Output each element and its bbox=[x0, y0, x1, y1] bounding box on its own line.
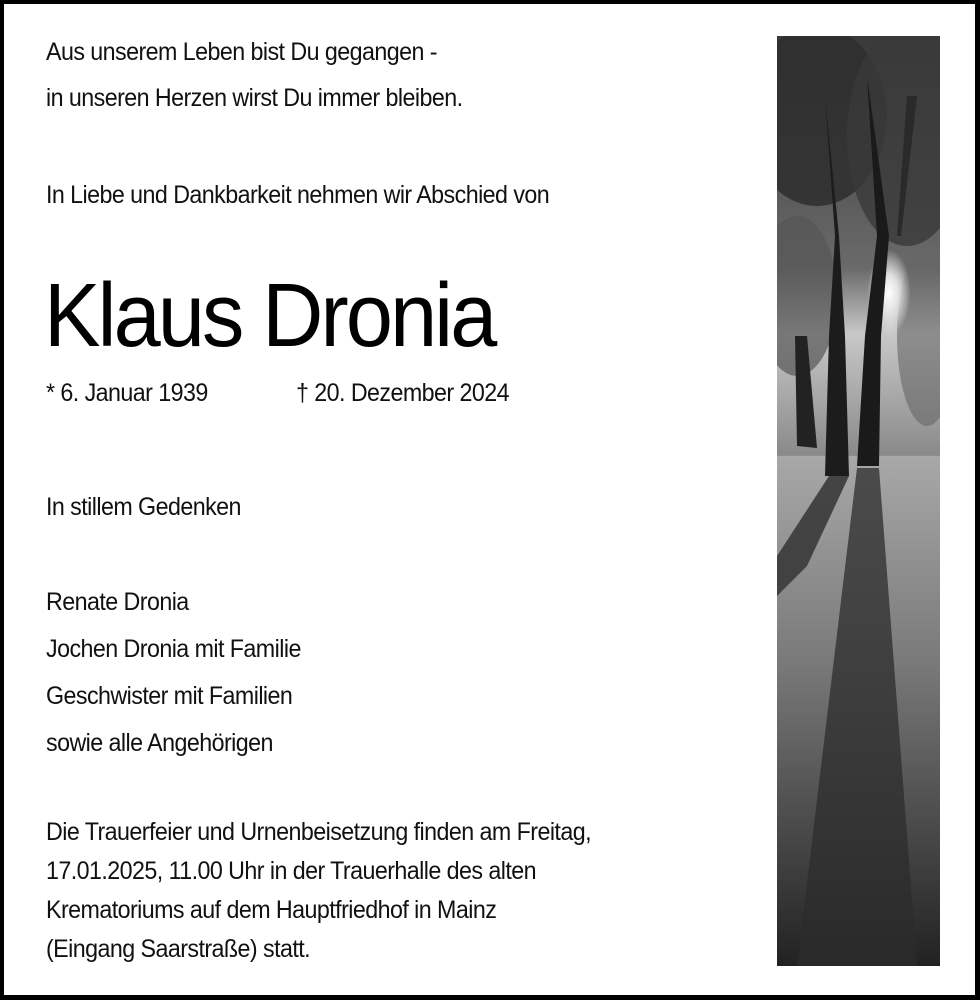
ceremony-line-1: Die Trauerfeier und Urnenbeisetzung finden am Freitag, bbox=[46, 818, 591, 846]
intro-text: In Liebe und Dankbarkeit nehmen wir Abschied von bbox=[46, 181, 550, 209]
mourner-2: Jochen Dronia mit Familie bbox=[46, 635, 301, 663]
death-date: † 20. Dezember 2024 bbox=[296, 379, 509, 407]
birth-date: * 6. Januar 1939 bbox=[46, 379, 208, 407]
mourner-1: Renate Dronia bbox=[46, 588, 189, 616]
mourner-4: sowie alle Angehörigen bbox=[46, 729, 273, 757]
ceremony-line-2: 17.01.2025, 11.00 Uhr in der Trauerhalle des alten bbox=[46, 857, 536, 885]
remembrance-text: In stillem Gedenken bbox=[46, 493, 241, 521]
verse-line-1: Aus unserem Leben bist Du gegangen - bbox=[46, 38, 437, 66]
verse-line-2: in unseren Herzen wirst Du immer bleiben. bbox=[46, 84, 463, 112]
ceremony-line-3: Krematoriums auf dem Hauptfriedhof in Mainz bbox=[46, 896, 497, 924]
deceased-name: Klaus Dronia bbox=[44, 266, 495, 366]
trees-shadow-image bbox=[777, 36, 940, 966]
trees-photo bbox=[777, 36, 940, 966]
mourner-3: Geschwister mit Familien bbox=[46, 682, 293, 710]
ceremony-line-4: (Eingang Saarstraße) statt. bbox=[46, 935, 311, 963]
